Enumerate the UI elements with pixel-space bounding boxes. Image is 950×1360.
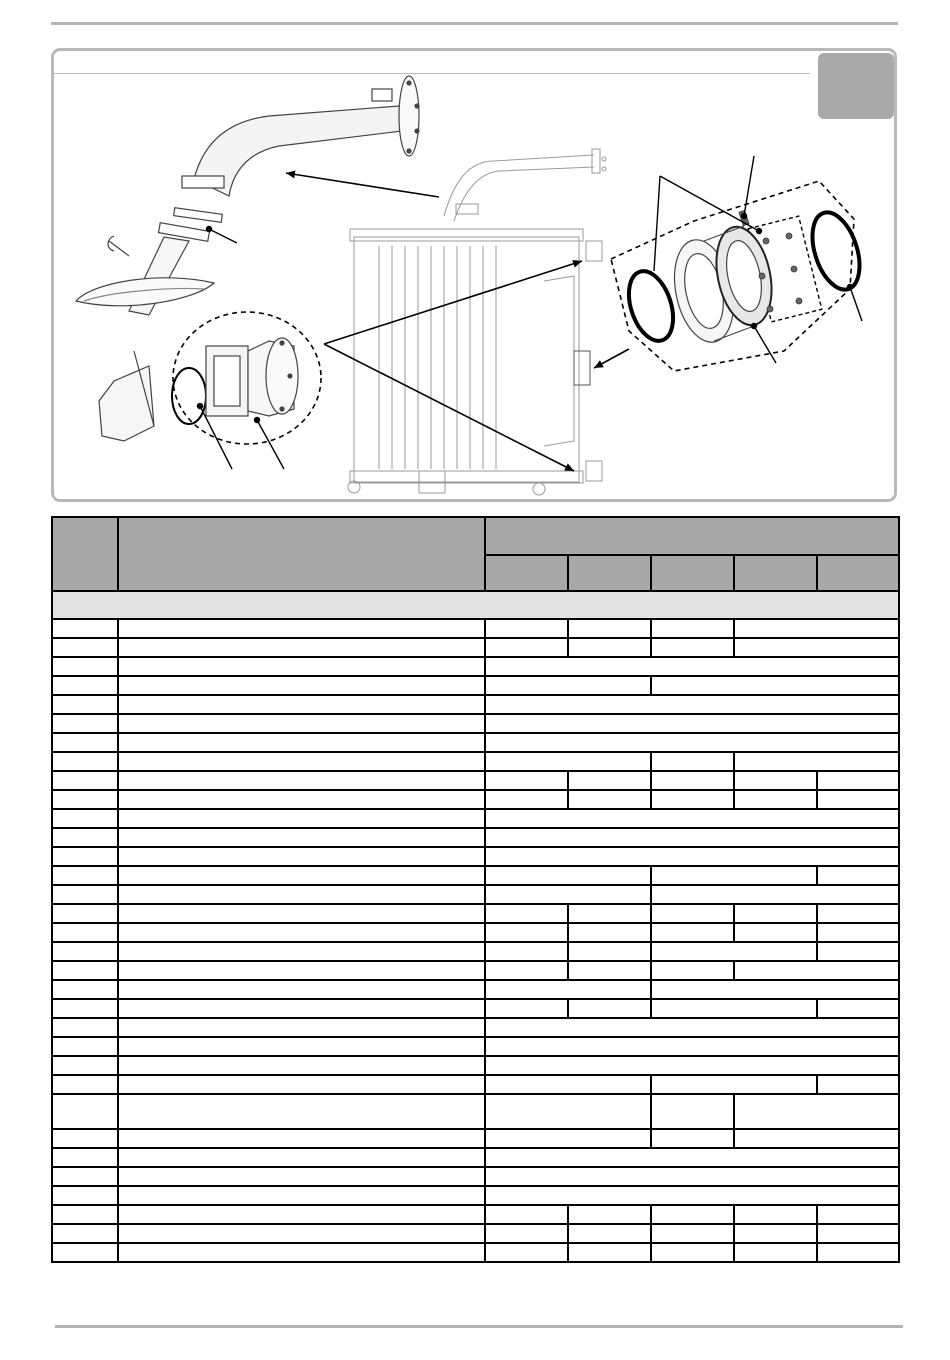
variant-cell	[568, 904, 651, 923]
item-number-cell	[52, 1056, 118, 1075]
description-cell	[118, 733, 485, 752]
description-cell	[118, 752, 485, 771]
description-cell	[118, 1167, 485, 1186]
item-number-cell	[52, 1129, 118, 1148]
description-cell	[118, 923, 485, 942]
variant-cell	[485, 1205, 568, 1224]
description-cell	[118, 1075, 485, 1094]
variant-cell	[651, 771, 734, 790]
item-number-cell	[52, 771, 118, 790]
variant-cell	[485, 733, 899, 752]
variant-cell	[568, 790, 651, 809]
table-row	[52, 1075, 899, 1094]
description-cell	[118, 847, 485, 866]
header-variant-1	[485, 555, 568, 591]
table-row	[52, 942, 899, 961]
exhaust-elbow-pipe	[76, 76, 419, 315]
variant-cell	[651, 619, 734, 638]
variant-cell	[817, 942, 899, 961]
table-row	[52, 619, 899, 638]
variant-cell	[651, 885, 899, 904]
variant-cell	[651, 790, 734, 809]
variant-cell	[817, 1243, 899, 1262]
item-number-cell	[52, 1037, 118, 1056]
variant-cell	[734, 1094, 899, 1129]
item-number-cell	[52, 999, 118, 1018]
item-number-cell	[52, 847, 118, 866]
item-number-cell	[52, 638, 118, 657]
variant-cell	[817, 771, 899, 790]
variant-cell	[651, 752, 734, 771]
item-number-cell	[52, 885, 118, 904]
header-variant-4	[734, 555, 817, 591]
variant-cell	[485, 752, 651, 771]
item-number-cell	[52, 1224, 118, 1243]
table-row	[52, 752, 899, 771]
description-cell	[118, 980, 485, 999]
item-number-cell	[52, 733, 118, 752]
variant-cell	[485, 619, 568, 638]
variant-cell	[734, 638, 899, 657]
description-cell	[118, 1094, 485, 1129]
item-number-cell	[52, 657, 118, 676]
variant-cell	[651, 999, 817, 1018]
variant-cell	[485, 904, 568, 923]
variant-cell	[651, 866, 817, 885]
item-number-cell	[52, 904, 118, 923]
description-cell	[118, 961, 485, 980]
variant-cell	[485, 1167, 899, 1186]
variant-cell	[568, 942, 651, 961]
variant-cell	[734, 771, 817, 790]
item-number-cell	[52, 790, 118, 809]
variant-cell	[817, 923, 899, 942]
description-cell	[118, 885, 485, 904]
variant-cell	[817, 904, 899, 923]
item-number-cell	[52, 1243, 118, 1262]
description-cell	[118, 657, 485, 676]
table-row	[52, 1148, 899, 1167]
header-description-column	[118, 517, 485, 591]
variant-cell	[568, 771, 651, 790]
item-number-cell	[52, 923, 118, 942]
description-cell	[118, 714, 485, 733]
variant-cell	[568, 1224, 651, 1243]
variant-cell	[817, 1075, 899, 1094]
description-cell	[118, 1018, 485, 1037]
item-number-cell	[52, 866, 118, 885]
table-row	[52, 733, 899, 752]
variant-cell	[734, 1129, 899, 1148]
variant-cell	[485, 847, 899, 866]
description-cell	[118, 809, 485, 828]
variant-cell	[485, 1018, 899, 1037]
item-number-cell	[52, 676, 118, 695]
table-row	[52, 1186, 899, 1205]
description-cell	[118, 942, 485, 961]
variant-cell	[568, 923, 651, 942]
variant-cell	[568, 1205, 651, 1224]
exploded-parts-diagram	[54, 51, 894, 499]
description-cell	[118, 676, 485, 695]
description-cell	[118, 619, 485, 638]
header-variant-group	[485, 517, 899, 555]
variant-cell	[651, 942, 817, 961]
table-row	[52, 999, 899, 1018]
variant-cell	[485, 828, 899, 847]
table-row	[52, 1243, 899, 1262]
header-item-column	[52, 517, 118, 591]
parts-table-header	[52, 517, 899, 591]
table-row	[52, 676, 899, 695]
description-cell	[118, 1148, 485, 1167]
variant-cell	[485, 1243, 568, 1262]
table-row	[52, 980, 899, 999]
table-row	[52, 790, 899, 809]
variant-cell	[568, 999, 651, 1018]
variant-cell	[485, 1224, 568, 1243]
table-row	[52, 847, 899, 866]
variant-cell	[651, 1129, 734, 1148]
variant-cell	[485, 714, 899, 733]
description-cell	[118, 1037, 485, 1056]
description-cell	[118, 1129, 485, 1148]
variant-cell	[734, 1224, 817, 1243]
variant-cell	[485, 1056, 899, 1075]
table-row	[52, 695, 899, 714]
header-variant-3	[651, 555, 734, 591]
variant-cell	[485, 1094, 651, 1129]
description-cell	[118, 904, 485, 923]
variant-cell	[734, 923, 817, 942]
right-gasket-ring	[804, 206, 869, 295]
table-row	[52, 866, 899, 885]
table-row	[52, 714, 899, 733]
variant-cell	[485, 980, 651, 999]
variant-cell	[817, 1224, 899, 1243]
variant-cell	[485, 1037, 899, 1056]
variant-cell	[734, 619, 899, 638]
variant-cell	[734, 752, 899, 771]
item-number-cell	[52, 809, 118, 828]
section-label	[52, 591, 899, 619]
variant-cell	[651, 980, 899, 999]
variant-cell	[817, 999, 899, 1018]
exploded-view-figure	[51, 48, 897, 502]
variant-cell	[734, 790, 817, 809]
header-variant-2	[568, 555, 651, 591]
table-row	[52, 923, 899, 942]
table-row	[52, 1224, 899, 1243]
table-row	[52, 809, 899, 828]
description-cell	[118, 1056, 485, 1075]
table-row	[52, 828, 899, 847]
item-number-cell	[52, 1186, 118, 1205]
variant-cell	[485, 809, 899, 828]
item-number-cell	[52, 1205, 118, 1224]
variant-cell	[734, 904, 817, 923]
left-gasket-ring	[621, 266, 681, 347]
variant-cell	[651, 1243, 734, 1262]
description-cell	[118, 790, 485, 809]
variant-cell	[485, 695, 899, 714]
variant-cell	[485, 961, 568, 980]
variant-cell	[651, 961, 734, 980]
description-cell	[118, 828, 485, 847]
item-number-cell	[52, 961, 118, 980]
table-row	[52, 638, 899, 657]
variant-cell	[485, 885, 651, 904]
item-number-cell	[52, 1094, 118, 1129]
variant-cell	[485, 676, 651, 695]
description-cell	[118, 771, 485, 790]
bottom-rule	[55, 1325, 903, 1328]
variant-cell	[651, 923, 734, 942]
variant-cell	[485, 657, 899, 676]
table-row	[52, 1129, 899, 1148]
top-rule	[51, 22, 898, 25]
variant-cell	[651, 1205, 734, 1224]
description-cell	[118, 1205, 485, 1224]
variant-cell	[817, 790, 899, 809]
variant-cell	[817, 866, 899, 885]
table-row	[52, 1037, 899, 1056]
variant-cell	[734, 961, 899, 980]
variant-cell	[651, 1094, 734, 1129]
table-row	[52, 885, 899, 904]
outlet-flange-detail	[99, 338, 298, 441]
table-row	[52, 904, 899, 923]
item-number-cell	[52, 695, 118, 714]
header-variant-5	[817, 555, 899, 591]
item-number-cell	[52, 1148, 118, 1167]
parts-list-table	[51, 516, 900, 1263]
table-row	[52, 961, 899, 980]
variant-cell	[485, 866, 651, 885]
table-row	[52, 1056, 899, 1075]
item-number-cell	[52, 828, 118, 847]
variant-cell	[651, 638, 734, 657]
variant-cell	[485, 638, 568, 657]
item-number-cell	[52, 1167, 118, 1186]
table-row	[52, 1094, 899, 1129]
variant-cell	[651, 676, 899, 695]
variant-cell	[485, 999, 568, 1018]
table-row	[52, 1018, 899, 1037]
radiator-assembly	[348, 149, 606, 495]
variant-cell	[651, 1075, 817, 1094]
variant-cell	[485, 1148, 899, 1167]
variant-cell	[568, 619, 651, 638]
description-cell	[118, 695, 485, 714]
variant-cell	[568, 638, 651, 657]
variant-cell	[485, 1186, 899, 1205]
section-row	[52, 591, 899, 619]
description-cell	[118, 638, 485, 657]
variant-cell	[734, 1205, 817, 1224]
variant-cell	[651, 1224, 734, 1243]
item-number-cell	[52, 1018, 118, 1037]
variant-cell	[734, 1243, 817, 1262]
parts-table-body	[52, 591, 899, 1262]
item-number-cell	[52, 714, 118, 733]
variant-cell	[485, 771, 568, 790]
description-cell	[118, 999, 485, 1018]
variant-cell	[485, 790, 568, 809]
item-number-cell	[52, 942, 118, 961]
table-row	[52, 657, 899, 676]
variant-cell	[817, 1205, 899, 1224]
variant-cell	[568, 1243, 651, 1262]
table-row	[52, 771, 899, 790]
table-row	[52, 1167, 899, 1186]
table-row	[52, 1205, 899, 1224]
item-number-cell	[52, 980, 118, 999]
item-number-cell	[52, 1075, 118, 1094]
variant-cell	[568, 961, 651, 980]
description-cell	[118, 1243, 485, 1262]
variant-cell	[651, 904, 734, 923]
description-cell	[118, 1224, 485, 1243]
description-cell	[118, 866, 485, 885]
item-number-cell	[52, 752, 118, 771]
variant-cell	[485, 942, 568, 961]
item-number-cell	[52, 619, 118, 638]
variant-cell	[485, 1129, 651, 1148]
description-cell	[118, 1186, 485, 1205]
variant-cell	[485, 923, 568, 942]
variant-cell	[485, 1075, 651, 1094]
